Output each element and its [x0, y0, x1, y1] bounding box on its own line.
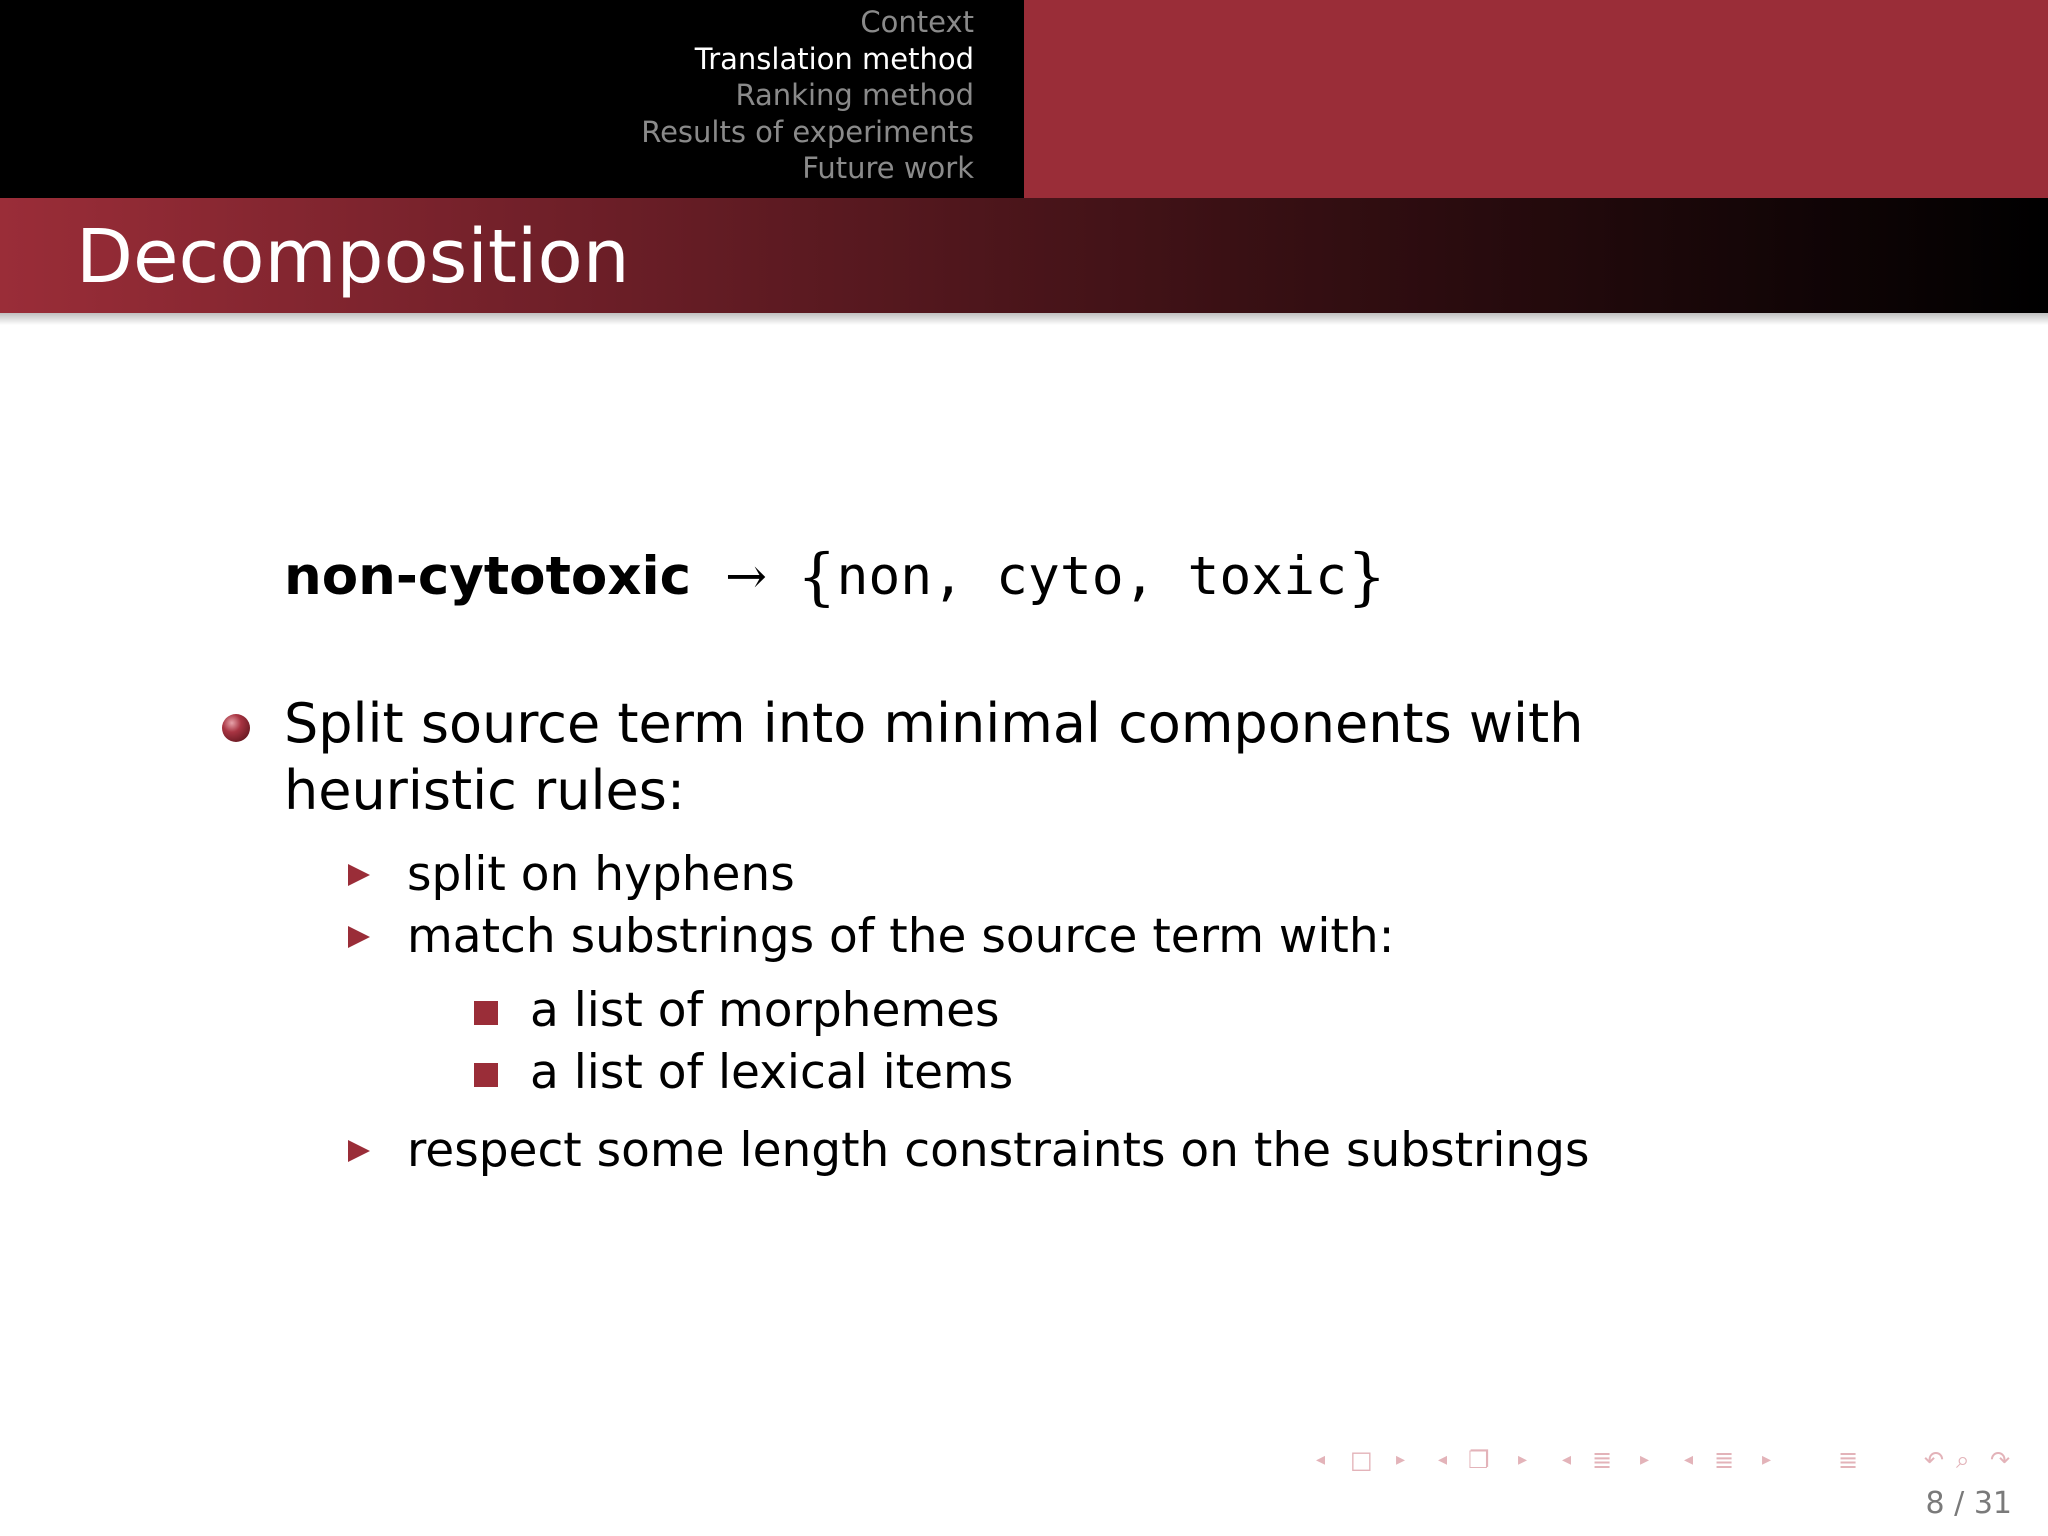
- decomposition-example: [284, 536, 1386, 616]
- nav-left-arrow-icon[interactable]: ◂: [1562, 1449, 1572, 1470]
- ball-bullet-icon: [222, 714, 250, 742]
- header-accent-panel: [1024, 0, 2048, 198]
- nav-right-arrow-icon[interactable]: ▸: [1396, 1449, 1406, 1470]
- example-term: non-cytotoxic: [284, 545, 692, 607]
- square-bullet-icon: [474, 1001, 498, 1025]
- sub-sub-list-item-text: a list of lexical items: [530, 1045, 1014, 1100]
- nav-right-arrow-icon[interactable]: ▸: [1762, 1449, 1772, 1470]
- sub-sub-list-item-text: a list of morphemes: [530, 983, 1000, 1038]
- sub-list-item-text: respect some length constraints on the substrings: [407, 1123, 1590, 1178]
- nav-section-context[interactable]: Context: [860, 5, 974, 39]
- section-navigation-panel: [0, 0, 1024, 198]
- right-arrow-icon: →: [725, 547, 768, 605]
- close-brace: }: [1347, 539, 1387, 613]
- search-icon[interactable]: ⌕: [1956, 1446, 1970, 1474]
- sub-list-item-text: match substrings of the source term with:: [407, 909, 1395, 964]
- back-icon[interactable]: ↶: [1924, 1446, 1945, 1474]
- subsection-icon[interactable]: ≣: [1592, 1446, 1613, 1474]
- page-number: 8 / 31: [1925, 1486, 2012, 1521]
- square-bullet-icon: [474, 1063, 498, 1087]
- triangle-bullet-icon: [348, 864, 370, 886]
- nav-left-arrow-icon[interactable]: ◂: [1316, 1449, 1326, 1470]
- nav-left-arrow-icon[interactable]: ◂: [1684, 1449, 1694, 1470]
- list-item-text: Split source term into minimal components with heuristic rules:: [284, 692, 1584, 822]
- nav-right-arrow-icon[interactable]: ▸: [1640, 1449, 1650, 1470]
- triangle-bullet-icon: [348, 1140, 370, 1162]
- triangle-bullet-icon: [348, 926, 370, 948]
- sub-list-item-text: split on hyphens: [407, 847, 795, 902]
- document-icon[interactable]: ≣: [1838, 1446, 1859, 1474]
- beamer-navigation-symbols: [1300, 1440, 2040, 1480]
- nav-right-arrow-icon[interactable]: ▸: [1518, 1449, 1528, 1470]
- nav-left-arrow-icon[interactable]: ◂: [1438, 1449, 1448, 1470]
- frame-title: Decomposition: [76, 214, 630, 300]
- example-components: non, cyto, toxic: [836, 545, 1348, 607]
- nav-section-future-work[interactable]: Future work: [802, 151, 974, 186]
- title-bar-shadow: [0, 313, 2048, 325]
- nav-section-translation-method[interactable]: Translation method: [694, 41, 974, 76]
- forward-icon[interactable]: ↷: [1990, 1446, 2011, 1474]
- slide-icon[interactable]: □: [1350, 1446, 1373, 1474]
- nav-section-results-of-experiments[interactable]: Results of experiments: [641, 114, 974, 149]
- section-icon[interactable]: ≣: [1714, 1446, 1735, 1474]
- frame-icon[interactable]: ❐: [1468, 1446, 1490, 1474]
- open-brace: {: [797, 539, 837, 613]
- section-navigation: [641, 4, 974, 187]
- nav-section-ranking-method[interactable]: Ranking method: [735, 78, 974, 113]
